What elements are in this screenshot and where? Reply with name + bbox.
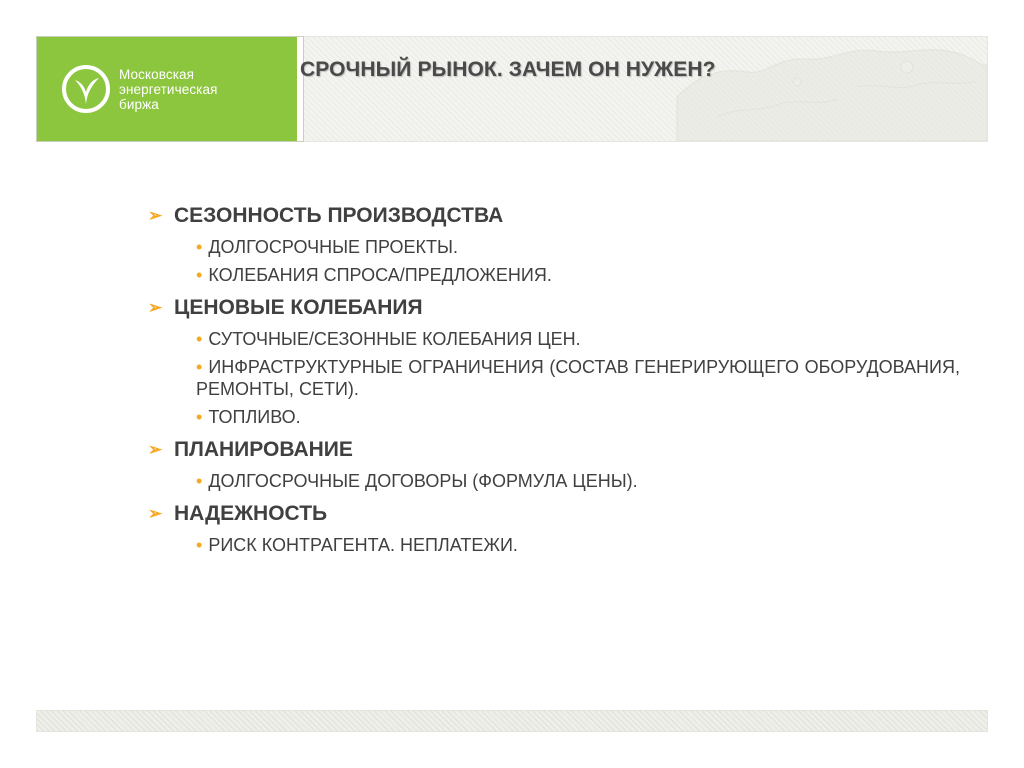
list-item (196, 264, 960, 286)
chevron-right-icon: ➢ (148, 206, 163, 225)
chevron-right-icon: ➢ (148, 298, 163, 317)
bullet-dot-icon: • (196, 329, 203, 349)
logo-line-2: энергетическая (119, 81, 218, 97)
list-item-text: ДОЛГОСРОЧНЫЕ ДОГОВОРЫ (ФОРМУЛА ЦЕНЫ). (208, 471, 638, 491)
chevron-right-icon: ➢ (148, 504, 163, 523)
section-heading (148, 498, 960, 530)
logo-line-1: Московская (119, 66, 195, 82)
section-heading (148, 434, 960, 466)
bullet-dot-icon: • (196, 357, 203, 377)
bullet-dot-icon: • (196, 407, 203, 427)
bullet-dot-icon: • (196, 265, 203, 285)
section-price-fluctuations (148, 292, 960, 428)
logo-text (119, 67, 217, 112)
footer-bar (36, 710, 988, 732)
list-item (196, 534, 960, 556)
logo-panel (37, 37, 303, 141)
section-reliability (148, 498, 960, 556)
section-title: ПЛАНИРОВАНИЕ (174, 438, 353, 461)
chevron-right-icon: ➢ (148, 440, 163, 459)
slide-title: СРОЧНЫЙ РЫНОК. ЗАЧЕМ ОН НУЖЕН? (300, 58, 716, 81)
list-item-text: ДОЛГОСРОЧНЫЕ ПРОЕКТЫ. (208, 237, 458, 257)
section-title: НАДЕЖНОСТЬ (174, 502, 328, 525)
bullet-list (148, 200, 960, 562)
list-item-text: КОЛЕБАНИЯ СПРОСА/ПРЕДЛОЖЕНИЯ. (208, 265, 552, 285)
section-planning (148, 434, 960, 492)
list-item-text: ТОПЛИВО. (208, 407, 301, 427)
section-seasonality (148, 200, 960, 286)
list-item (196, 236, 960, 258)
list-item (196, 356, 960, 400)
section-title: СЕЗОННОСТЬ ПРОИЗВОДСТВА (174, 204, 504, 227)
bullet-dot-icon: • (196, 471, 203, 491)
list-item-text: СУТОЧНЫЕ/СЕЗОННЫЕ КОЛЕБАНИЯ ЦЕН. (208, 329, 581, 349)
logo-line-3: биржа (119, 96, 159, 112)
exchange-leaf-logo-icon (61, 64, 111, 114)
list-item-text: РИСК КОНТРАГЕНТА. НЕПЛАТЕЖИ. (208, 535, 518, 555)
header-banner (36, 36, 988, 142)
list-item (196, 328, 960, 350)
world-map-background (657, 37, 987, 141)
list-item (196, 406, 960, 428)
section-heading (148, 292, 960, 324)
list-item (196, 470, 960, 492)
bullet-dot-icon: • (196, 237, 203, 257)
section-title: ЦЕНОВЫЕ КОЛЕБАНИЯ (174, 296, 423, 319)
bullet-dot-icon: • (196, 535, 203, 555)
section-heading (148, 200, 960, 232)
list-item-text: ИНФРАСТРУКТУРНЫЕ ОГРАНИЧЕНИЯ (СОСТАВ ГЕНЕРИРУЮЩЕГО ОБОРУДОВАНИЯ, РЕМОНТЫ, СЕТИ). (196, 357, 960, 399)
